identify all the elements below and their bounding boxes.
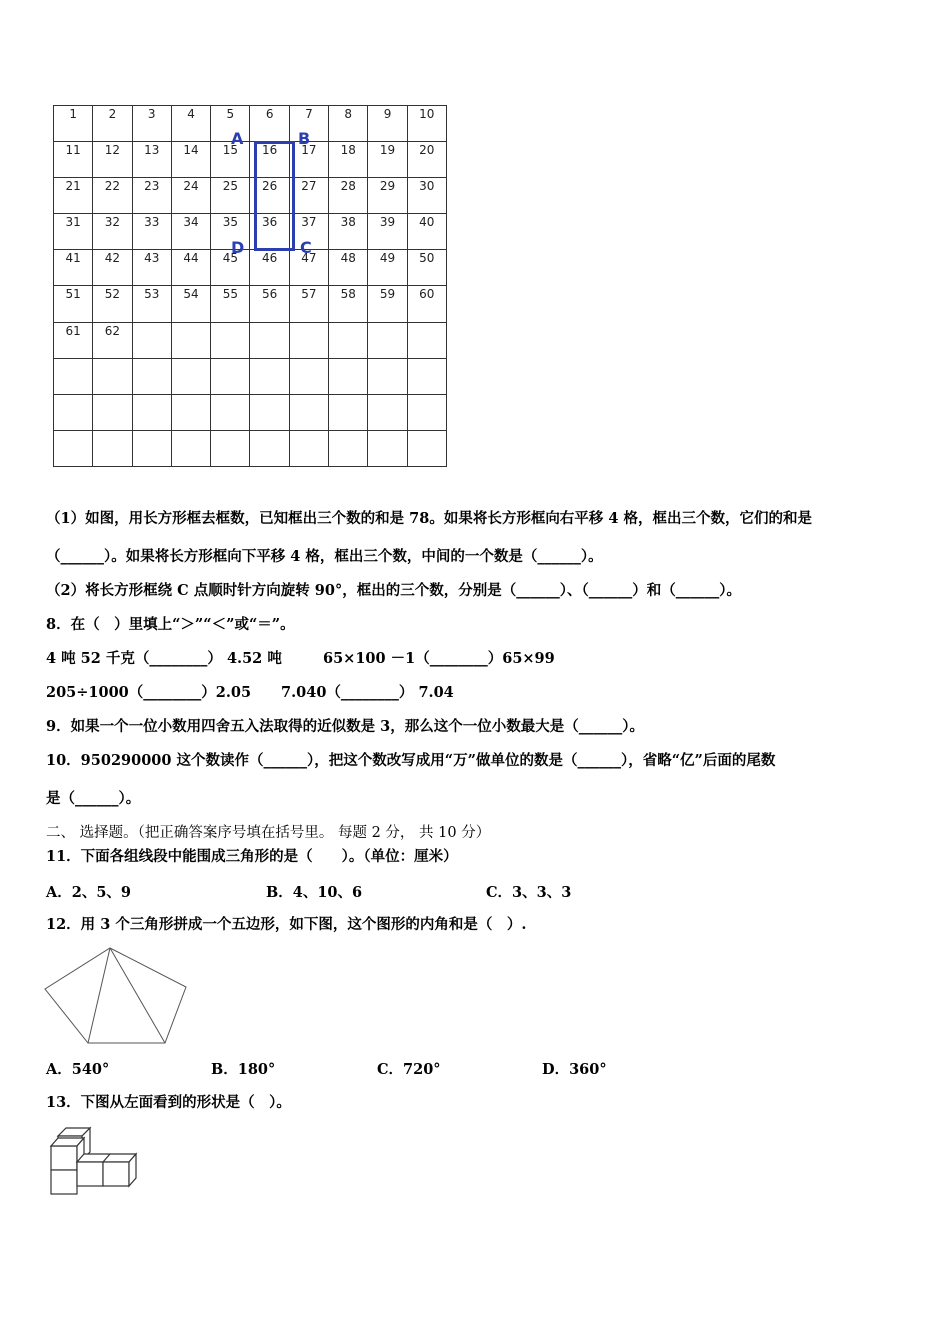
cube-left-mid [51, 1146, 77, 1170]
grid-cell: 5 [211, 106, 250, 142]
grid-cell [368, 358, 407, 394]
grid-cell [368, 430, 407, 466]
grid-cell: 35 [211, 214, 250, 250]
grid-cell [289, 394, 328, 430]
q8-row2-a: 205÷1000（________）2.05 [46, 684, 252, 701]
grid-cell: 33 [132, 214, 171, 250]
q11-option-c: C．3、3、3 [486, 884, 572, 901]
grid-cell: 16 [250, 142, 289, 178]
rectangle-frame [254, 141, 295, 251]
grid-cell [368, 394, 407, 430]
grid-cell [171, 358, 210, 394]
grid-cell: 42 [93, 250, 132, 286]
grid-cell [132, 430, 171, 466]
grid-cell: 47 [289, 250, 328, 286]
grid-cell: 18 [329, 142, 368, 178]
grid-cell: 19 [368, 142, 407, 178]
grid-cell: 30 [407, 178, 446, 214]
q12-option-a: A．540° [46, 1061, 110, 1078]
cube-stack-figure [48, 1124, 140, 1198]
pentagon-diagonal-left [88, 948, 110, 1043]
q7-part1-line2: （______）。如果将长方形框向下平移 4 格，框出三个数，中间的一个数是（______）。 [46, 548, 603, 565]
q13-title: 13．下图从左面看到的形状是（ ）。 [46, 1094, 291, 1111]
grid-cell: 45 [211, 250, 250, 286]
row-cube-1 [77, 1162, 103, 1186]
grid-cell [407, 394, 446, 430]
q11-title: 11．下面各组线段中能围成三角形的是（ ）。（单位：厘米） [46, 848, 458, 865]
grid-cell [54, 394, 93, 430]
grid-row [54, 106, 447, 142]
grid-row [54, 322, 447, 358]
row-cube-2 [103, 1162, 129, 1186]
grid-cell [93, 358, 132, 394]
grid-cell: 1 [54, 106, 93, 142]
q8-row2-b: 7.040（________） 7.04 [281, 684, 454, 701]
grid-cell [171, 322, 210, 358]
section-2-heading: 二、 选择题。（把正确答案序号填在括号里。 每题 2 分， 共 10 分） [46, 825, 491, 841]
grid-cell: 25 [211, 178, 250, 214]
grid-row [54, 250, 447, 286]
grid-row [54, 394, 447, 430]
grid-cell: 12 [93, 142, 132, 178]
grid-cell: 13 [132, 142, 171, 178]
grid-cell: 28 [329, 178, 368, 214]
grid-cell [132, 394, 171, 430]
grid-cell: 34 [171, 214, 210, 250]
grid-cell: 52 [93, 286, 132, 322]
grid-cell [289, 430, 328, 466]
grid-cell: 4 [171, 106, 210, 142]
grid-cell: 44 [171, 250, 210, 286]
grid-cell [211, 358, 250, 394]
grid-cell: 20 [407, 142, 446, 178]
grid-row [54, 214, 447, 250]
grid-cell: 55 [211, 286, 250, 322]
grid-cell: 57 [289, 286, 328, 322]
grid-cell: 39 [368, 214, 407, 250]
grid-cell: 31 [54, 214, 93, 250]
pentagon-figure [40, 945, 192, 1047]
grid-cell: 8 [329, 106, 368, 142]
grid-cell: 53 [132, 286, 171, 322]
grid-cell: 54 [171, 286, 210, 322]
grid-row [54, 178, 447, 214]
grid-cell: 36 [250, 214, 289, 250]
grid-cell: 49 [368, 250, 407, 286]
grid-cell: 58 [329, 286, 368, 322]
grid-cell [211, 322, 250, 358]
q8-row1-b: 65×100 －1（________）65×99 [323, 650, 555, 667]
grid-cell [54, 430, 93, 466]
grid-cell [289, 322, 328, 358]
grid-cell [368, 322, 407, 358]
grid-cell [93, 394, 132, 430]
grid-cell: 7 [289, 106, 328, 142]
q7-part1-line1: （1）如图，用长方形框去框数，已知框出三个数的和是 78。如果将长方形框向右平移 4 格，框出三个数，它们的和是 [46, 510, 812, 527]
grid-row [54, 286, 447, 322]
grid-cell [329, 430, 368, 466]
q9-text: 9．如果一个一位小数用四舍五入法取得的近似数是 3，那么这个一位小数最大是（______）。 [46, 718, 644, 735]
grid-cell: 29 [368, 178, 407, 214]
grid-cell [211, 394, 250, 430]
corner-label-a: A [231, 129, 244, 148]
grid-cell: 46 [250, 250, 289, 286]
grid-cell [250, 358, 289, 394]
corner-label-d: D [231, 238, 245, 257]
grid-cell [93, 430, 132, 466]
grid-cell: 62 [93, 322, 132, 358]
grid-cell [329, 358, 368, 394]
grid-cell: 40 [407, 214, 446, 250]
grid-cell [407, 430, 446, 466]
grid-cell [211, 430, 250, 466]
grid-cell [250, 394, 289, 430]
grid-cell: 27 [289, 178, 328, 214]
grid-cell: 61 [54, 322, 93, 358]
grid-cell: 59 [368, 286, 407, 322]
number-grid [53, 105, 447, 467]
q10-line1: 10．950290000 这个数读作（______），把这个数改写成用“万”做单位的数是（______），省略“亿”后面的尾数 [46, 752, 776, 769]
q7-part2: （2）将长方形框绕 C 点顺时针方向旋转 90°，框出的三个数，分别是（______）、（______）和（______）。 [46, 582, 741, 599]
grid-cell: 56 [250, 286, 289, 322]
q11-option-a: A．2、5、9 [46, 884, 132, 901]
grid-cell: 2 [93, 106, 132, 142]
grid-cell [171, 394, 210, 430]
grid-cell [132, 322, 171, 358]
q11-option-b: B．4、10、6 [266, 884, 363, 901]
q10-line2: 是（______）。 [46, 790, 141, 807]
grid-row [54, 358, 447, 394]
pentagon-outline [45, 948, 186, 1043]
q8-title: 8．在（ ）里填上“＞”“＜”或“＝”。 [46, 616, 295, 633]
grid-cell: 11 [54, 142, 93, 178]
grid-row [54, 142, 447, 178]
grid-cell: 51 [54, 286, 93, 322]
grid-cell: 21 [54, 178, 93, 214]
grid-cell: 6 [250, 106, 289, 142]
grid-cell: 15 [211, 142, 250, 178]
q12-title: 12．用 3 个三角形拼成一个五边形，如下图，这个图形的内角和是（ ）. [46, 916, 527, 933]
grid-cell [132, 358, 171, 394]
grid-cell: 60 [407, 286, 446, 322]
q8-row1-a: 4 吨 52 千克（________） 4.52 吨 [46, 650, 282, 667]
corner-label-c: C [300, 238, 312, 257]
grid-cell: 32 [93, 214, 132, 250]
grid-cell [250, 322, 289, 358]
grid-cell [289, 358, 328, 394]
grid-cell: 41 [54, 250, 93, 286]
grid-cell: 48 [329, 250, 368, 286]
grid-cell [171, 430, 210, 466]
grid-cell: 43 [132, 250, 171, 286]
q12-option-b: B．180° [211, 1061, 276, 1078]
grid-cell: 9 [368, 106, 407, 142]
grid-cell [54, 358, 93, 394]
q12-option-d: D．360° [542, 1061, 607, 1078]
grid-cell: 14 [171, 142, 210, 178]
grid-cell: 50 [407, 250, 446, 286]
grid-cell: 23 [132, 178, 171, 214]
grid-cell: 22 [93, 178, 132, 214]
corner-label-b: B [298, 129, 311, 148]
grid-cell [407, 322, 446, 358]
grid-cell: 38 [329, 214, 368, 250]
grid-cell [250, 430, 289, 466]
cube-left-bottom [51, 1170, 77, 1194]
grid-cell: 10 [407, 106, 446, 142]
grid-cell [329, 322, 368, 358]
grid-row [54, 430, 447, 466]
grid-cell: 26 [250, 178, 289, 214]
grid-cell: 17 [289, 142, 328, 178]
grid-cell [407, 358, 446, 394]
grid-cell [329, 394, 368, 430]
grid-cell: 37 [289, 214, 328, 250]
grid-cell: 24 [171, 178, 210, 214]
grid-cell: 3 [132, 106, 171, 142]
q12-option-c: C．720° [377, 1061, 441, 1078]
